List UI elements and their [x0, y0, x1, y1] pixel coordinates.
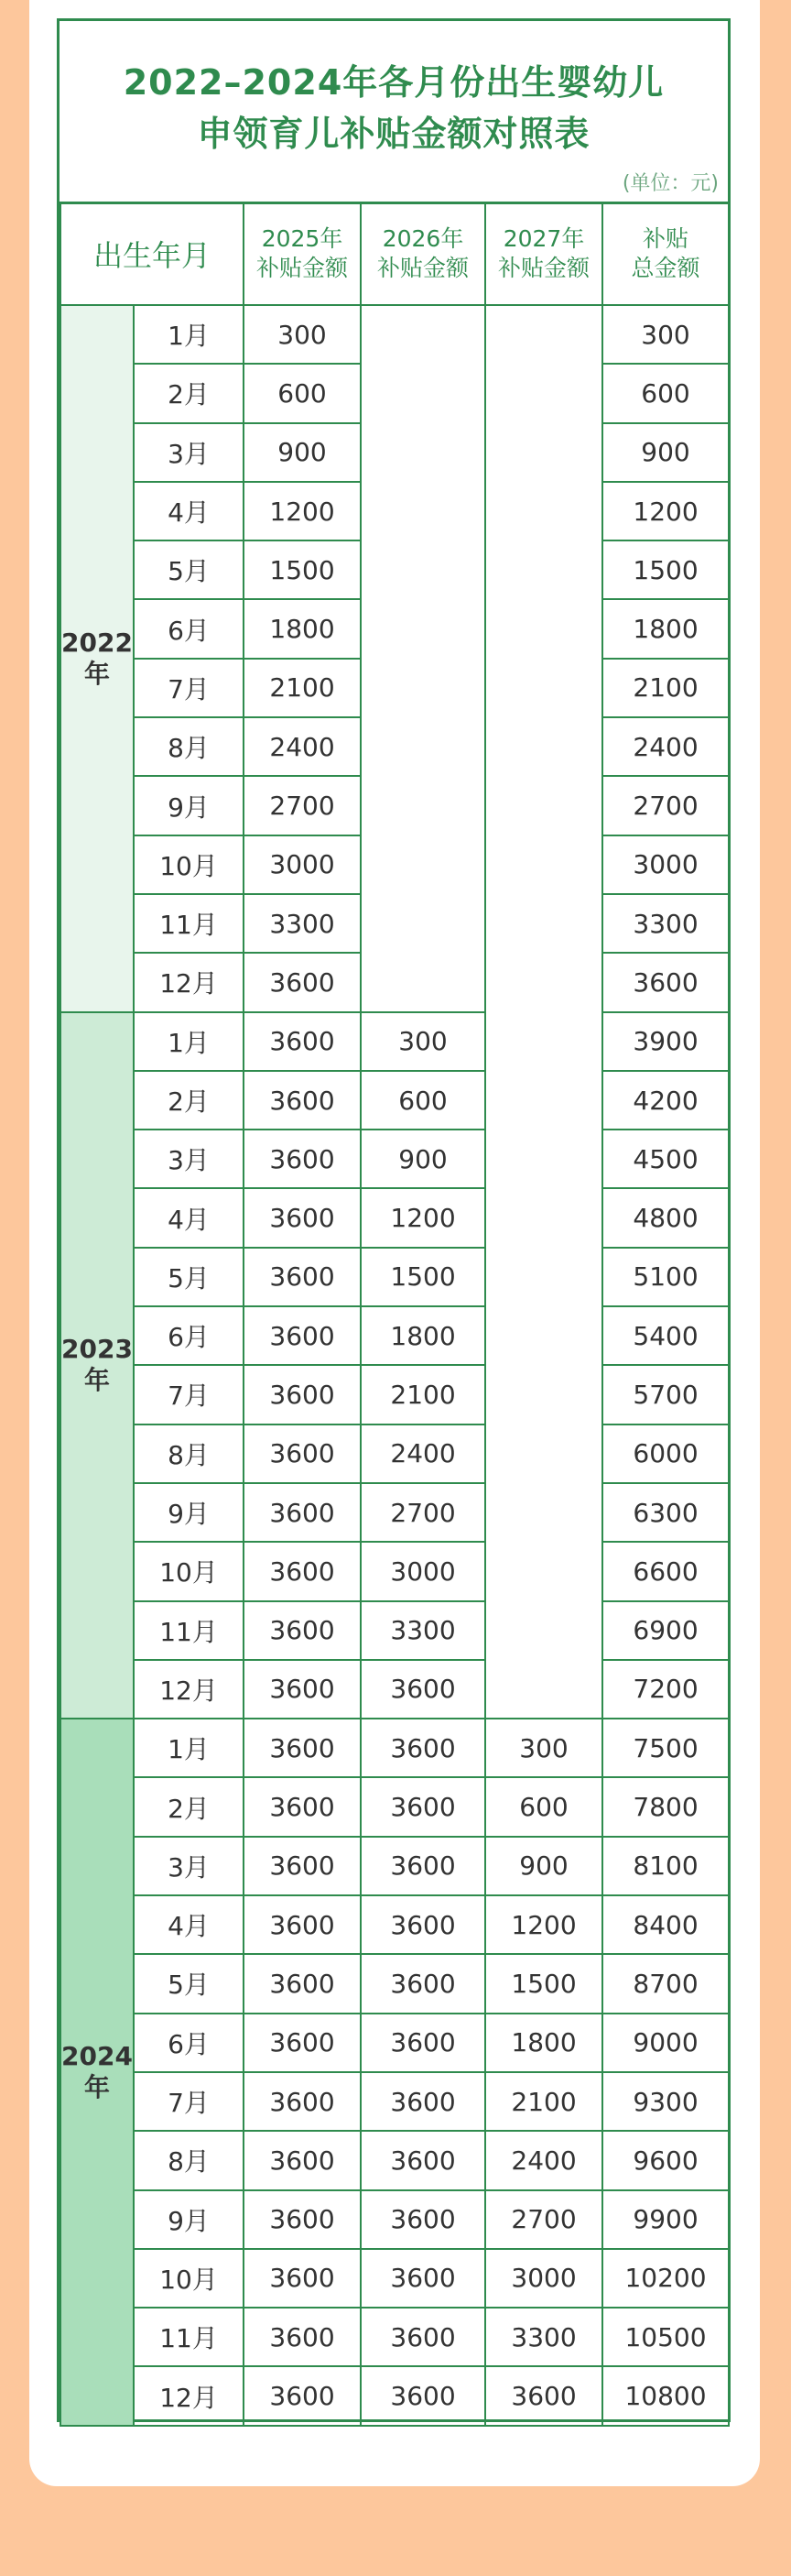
table-row [60, 1895, 729, 1954]
header-2027 [485, 202, 602, 305]
total-amount-cell: 10500 [602, 2308, 729, 2366]
amount-2026-cell: 600 [361, 1071, 485, 1130]
header-total-line1: 补贴 [643, 225, 689, 252]
total-amount-cell: 7800 [602, 1777, 729, 1836]
total-amount-cell: 5700 [602, 1365, 729, 1424]
table-row [60, 2249, 729, 2308]
month-cell: 7月 [134, 2072, 244, 2131]
amount-2025-cell: 3600 [244, 2308, 361, 2366]
amount-2026-cell: 3600 [361, 1895, 485, 1954]
total-amount-cell: 7200 [602, 1660, 729, 1719]
year-label-cell [60, 1012, 134, 1719]
amount-2027-cell: 2700 [485, 2190, 602, 2249]
amount-2025-cell: 3600 [244, 1895, 361, 1954]
month-cell: 3月 [134, 1837, 244, 1895]
total-amount-cell: 4500 [602, 1130, 729, 1188]
header-2026-line2: 补贴金额 [377, 255, 470, 281]
month-cell: 5月 [134, 1248, 244, 1306]
subsidy-table-panel [57, 18, 731, 2422]
amount-2025-cell: 3600 [244, 1130, 361, 1188]
total-amount-cell: 9000 [602, 2014, 729, 2072]
month-cell: 4月 [134, 482, 244, 540]
total-amount-cell: 3600 [602, 953, 729, 1011]
header-2027-line1: 2027年 [503, 225, 585, 252]
total-amount-cell: 8400 [602, 1895, 729, 1954]
amount-2026-cell: 900 [361, 1130, 485, 1188]
total-amount-cell: 600 [602, 364, 729, 422]
total-amount-cell: 3900 [602, 1012, 729, 1071]
header-2026 [361, 202, 485, 305]
total-amount-cell: 3300 [602, 894, 729, 953]
total-amount-cell: 9600 [602, 2131, 729, 2189]
amount-2027-cell: 900 [485, 1837, 602, 1895]
amount-2025-cell: 2400 [244, 717, 361, 776]
amount-2027-cell: 1200 [485, 1895, 602, 1954]
amount-2026-cell: 3300 [361, 1601, 485, 1660]
amount-2025-cell: 300 [244, 305, 361, 364]
amount-2027-cell: 3000 [485, 2249, 602, 2308]
month-cell: 1月 [134, 305, 244, 364]
amount-2026-cell: 3600 [361, 2014, 485, 2072]
month-cell: 7月 [134, 659, 244, 717]
amount-2025-cell: 3600 [244, 1248, 361, 1306]
amount-2026-cell: 3600 [361, 2249, 485, 2308]
amount-2027-cell: 3600 [485, 2366, 602, 2425]
total-amount-cell: 5400 [602, 1306, 729, 1365]
amount-2027-cell: 300 [485, 1719, 602, 1777]
month-cell: 3月 [134, 423, 244, 482]
amount-2026-cell: 1800 [361, 1306, 485, 1365]
table-row [60, 1130, 729, 1188]
month-cell: 11月 [134, 1601, 244, 1660]
header-total [602, 202, 729, 305]
header-2025 [244, 202, 361, 305]
amount-2025-cell: 3600 [244, 1660, 361, 1719]
table-row [60, 1660, 729, 1719]
year-number: 2024 [61, 2040, 133, 2071]
amount-2025-cell: 3600 [244, 953, 361, 1011]
amount-2025-cell: 900 [244, 423, 361, 482]
table-row [60, 1248, 729, 1306]
amount-2026-cell: 3600 [361, 1954, 485, 2013]
month-cell: 5月 [134, 540, 244, 599]
total-amount-cell: 2700 [602, 776, 729, 835]
table-row [60, 305, 729, 364]
amount-2025-cell: 3300 [244, 894, 361, 953]
total-amount-cell: 6300 [602, 1483, 729, 1542]
amount-2025-cell: 3600 [244, 1483, 361, 1542]
month-cell: 5月 [134, 1954, 244, 2013]
header-2027-line2: 补贴金额 [498, 255, 591, 281]
table-row [60, 1483, 729, 1542]
header-2025-line2: 补贴金额 [256, 255, 349, 281]
total-amount-cell: 7500 [602, 1719, 729, 1777]
month-cell: 8月 [134, 717, 244, 776]
total-amount-cell: 2400 [602, 717, 729, 776]
table-row [60, 1837, 729, 1895]
title-line-1: 2022–2024年各月份出生婴幼儿 [123, 62, 665, 103]
table-row [60, 1424, 729, 1483]
table-row [60, 1188, 729, 1247]
amount-2026-cell: 2100 [361, 1365, 485, 1424]
month-cell: 9月 [134, 1483, 244, 1542]
amount-2027-cell: 3300 [485, 2308, 602, 2366]
month-cell: 6月 [134, 599, 244, 658]
year-label-cell [60, 1719, 134, 2426]
month-cell: 11月 [134, 2308, 244, 2366]
amount-2027-cell: 600 [485, 1777, 602, 1836]
title-box [60, 21, 728, 204]
year-label-cell [60, 305, 134, 1012]
table-row [60, 2072, 729, 2131]
amount-2025-cell: 3000 [244, 835, 361, 894]
amount-2026-cell: 3600 [361, 1837, 485, 1895]
table-row [60, 1601, 729, 1660]
table-row [60, 1012, 729, 1071]
amount-2025-cell: 3600 [244, 1719, 361, 1777]
table-row [60, 2366, 729, 2425]
amount-2025-cell: 1500 [244, 540, 361, 599]
amount-2025-cell: 3600 [244, 1837, 361, 1895]
total-amount-cell: 900 [602, 423, 729, 482]
amount-2026-cell: 3600 [361, 1660, 485, 1719]
total-amount-cell: 10200 [602, 2249, 729, 2308]
amount-2025-cell: 3600 [244, 2366, 361, 2425]
amount-2025-cell: 1800 [244, 599, 361, 658]
amount-2025-cell: 3600 [244, 1071, 361, 1130]
table-row [60, 1365, 729, 1424]
total-amount-cell: 5100 [602, 1248, 729, 1306]
amount-2025-cell: 3600 [244, 2249, 361, 2308]
total-amount-cell: 9900 [602, 2190, 729, 2249]
month-cell: 9月 [134, 2190, 244, 2249]
amount-2026-cell: 3600 [361, 1777, 485, 1836]
month-cell: 6月 [134, 2014, 244, 2072]
amount-2025-cell: 1200 [244, 482, 361, 540]
amount-2026-cell: 3600 [361, 1719, 485, 1777]
amount-2025-cell: 3600 [244, 1012, 361, 1071]
total-amount-cell: 8700 [602, 1954, 729, 2013]
month-cell: 12月 [134, 953, 244, 1011]
total-amount-cell: 1800 [602, 599, 729, 658]
table-row [60, 2190, 729, 2249]
total-amount-cell: 4800 [602, 1188, 729, 1247]
table-row [60, 2308, 729, 2366]
amount-2026-cell: 3600 [361, 2190, 485, 2249]
amount-2026-cell: 300 [361, 1012, 485, 1071]
amount-2025-cell: 3600 [244, 2072, 361, 2131]
amount-2025-cell: 2700 [244, 776, 361, 835]
amount-2026-cell: 3600 [361, 2072, 485, 2131]
month-cell: 3月 [134, 1130, 244, 1188]
amount-2027-cell: 2400 [485, 2131, 602, 2189]
year-number: 2022 [61, 627, 133, 658]
amount-2025-cell: 3600 [244, 1424, 361, 1483]
amount-2026-cell: 1500 [361, 1248, 485, 1306]
amount-2026-cell: 3600 [361, 2131, 485, 2189]
empty-2027-block [485, 305, 602, 1719]
amount-2025-cell: 3600 [244, 1365, 361, 1424]
month-cell: 2月 [134, 364, 244, 422]
subsidy-table [60, 202, 730, 2427]
header-row [60, 202, 729, 305]
month-cell: 2月 [134, 1071, 244, 1130]
month-cell: 9月 [134, 776, 244, 835]
month-cell: 8月 [134, 2131, 244, 2189]
empty-2026-block [361, 305, 485, 1012]
amount-2025-cell: 3600 [244, 2190, 361, 2249]
month-cell: 4月 [134, 1188, 244, 1247]
amount-2025-cell: 2100 [244, 659, 361, 717]
table-row [60, 1306, 729, 1365]
year-suffix: 年 [83, 658, 110, 689]
amount-2025-cell: 3600 [244, 2131, 361, 2189]
total-amount-cell: 2100 [602, 659, 729, 717]
amount-2025-cell: 3600 [244, 1188, 361, 1247]
header-birth-month: 出生年月 [60, 202, 244, 305]
month-cell: 1月 [134, 1012, 244, 1071]
table-row [60, 2131, 729, 2189]
header-2026-line1: 2026年 [382, 225, 464, 252]
header-total-line2: 总金额 [631, 255, 700, 281]
title-line-2: 申领育儿补贴金额对照表 [197, 114, 591, 154]
month-cell: 1月 [134, 1719, 244, 1777]
amount-2025-cell: 3600 [244, 1777, 361, 1836]
amount-2026-cell: 1200 [361, 1188, 485, 1247]
amount-2027-cell: 2100 [485, 2072, 602, 2131]
total-amount-cell: 8100 [602, 1837, 729, 1895]
total-amount-cell: 4200 [602, 1071, 729, 1130]
year-suffix: 年 [83, 2071, 110, 2102]
amount-2027-cell: 1500 [485, 1954, 602, 2013]
total-amount-cell: 6900 [602, 1601, 729, 1660]
month-cell: 10月 [134, 2249, 244, 2308]
total-amount-cell: 3000 [602, 835, 729, 894]
total-amount-cell: 1500 [602, 540, 729, 599]
total-amount-cell: 6600 [602, 1542, 729, 1600]
amount-2025-cell: 3600 [244, 1601, 361, 1660]
amount-2026-cell: 3000 [361, 1542, 485, 1600]
month-cell: 8月 [134, 1424, 244, 1483]
table-row [60, 1954, 729, 2013]
header-2025-line1: 2025年 [261, 225, 343, 252]
unit-note: (单位：元) [622, 172, 719, 195]
year-number: 2023 [61, 1334, 133, 1365]
month-cell: 11月 [134, 894, 244, 953]
amount-2027-cell: 1800 [485, 2014, 602, 2072]
month-cell: 2月 [134, 1777, 244, 1836]
month-cell: 12月 [134, 1660, 244, 1719]
amount-2026-cell: 2700 [361, 1483, 485, 1542]
amount-2026-cell: 3600 [361, 2366, 485, 2425]
table-row [60, 2014, 729, 2072]
table-row [60, 1719, 729, 1777]
amount-2025-cell: 3600 [244, 1954, 361, 2013]
amount-2025-cell: 3600 [244, 2014, 361, 2072]
month-cell: 12月 [134, 2366, 244, 2425]
total-amount-cell: 6000 [602, 1424, 729, 1483]
month-cell: 4月 [134, 1895, 244, 1954]
amount-2025-cell: 3600 [244, 1306, 361, 1365]
total-amount-cell: 9300 [602, 2072, 729, 2131]
table-row [60, 1542, 729, 1600]
month-cell: 10月 [134, 1542, 244, 1600]
amount-2025-cell: 3600 [244, 1542, 361, 1600]
amount-2026-cell: 2400 [361, 1424, 485, 1483]
table-row [60, 1777, 729, 1836]
month-cell: 7月 [134, 1365, 244, 1424]
total-amount-cell: 1200 [602, 482, 729, 540]
amount-2025-cell: 600 [244, 364, 361, 422]
month-cell: 6月 [134, 1306, 244, 1365]
table-row [60, 1071, 729, 1130]
amount-2026-cell: 3600 [361, 2308, 485, 2366]
total-amount-cell: 300 [602, 305, 729, 364]
month-cell: 10月 [134, 835, 244, 894]
year-suffix: 年 [83, 1365, 110, 1396]
total-amount-cell: 10800 [602, 2366, 729, 2425]
